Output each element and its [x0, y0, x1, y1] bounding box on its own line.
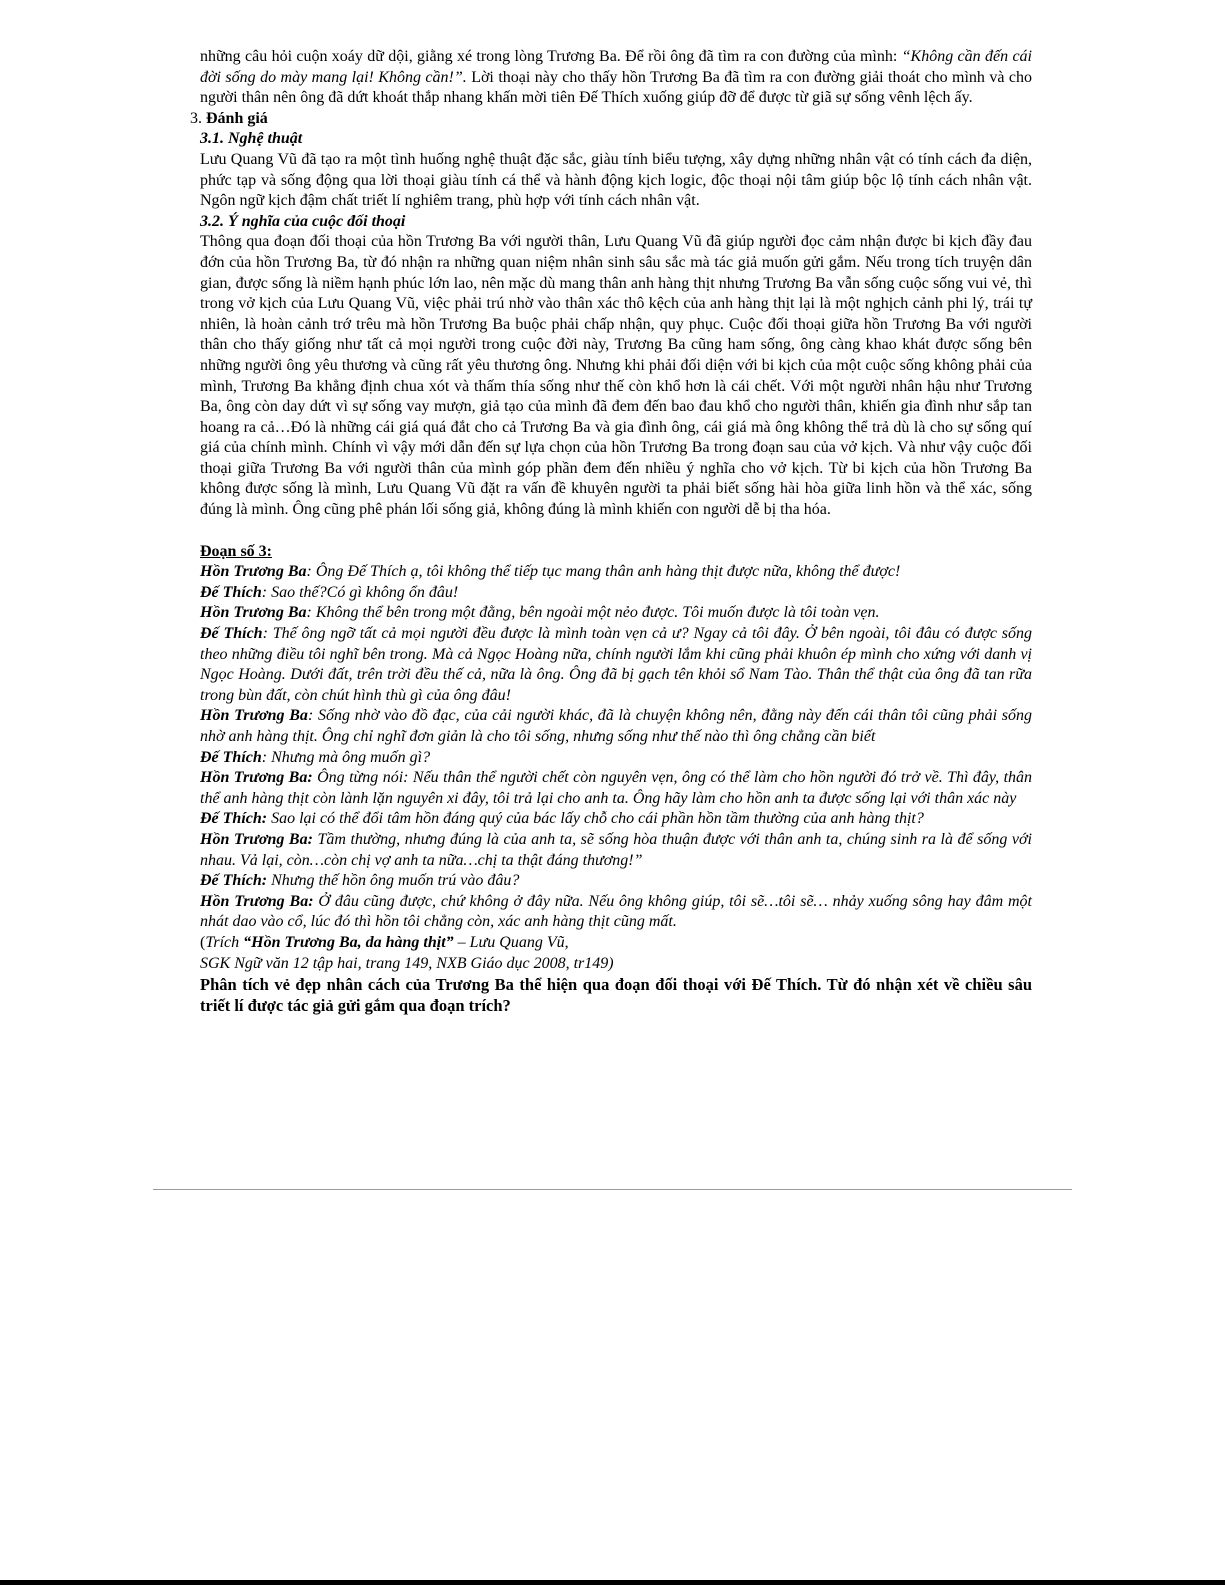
- intro-paragraph: [200, 47, 1032, 109]
- line-text: Không thể bên trong một đằng, bên ngoài một nẻo được. Tôi muốn được là tôi toàn vẹn.: [315, 604, 880, 622]
- meaning-paragraph: Thông qua đoạn đối thoại của hồn Trương Ba với người thân, Lưu Quang Vũ đã giúp người đọc cảm nhận được bi kịch đầy đau đớn của hồn Trương Ba, từ đó nhận ra những quan niệm nhân sinh sâu sắc mà tác giả muốn gửi gắm. Nếu trong tích truyện dân gian, được sống là niềm hạnh phúc lớn lao, nên mặc dù mang thân anh hàng thịt nhưng Trương Ba vẫn sống cuộc sống vui vẻ, thì trong vở kịch của Lưu Quang Vũ, việc phải trú nhờ vào thân xác thô kệch của anh hàng thịt lại là một nghịch cảnh phi lý, trái tự nhiên, là hoàn cảnh trớ trêu mà hồn Trương Ba buộc phải chấp nhận, quy phục. Cuộc đối thoại giữa hồn Trương Ba với người thân cho thấy giống như tất cả mọi người trong cuộc đời này, Trương Ba cũng ham sống, ông càng khao khát được sống bên những người ông yêu thương và cũng rất yêu thương ông. Nhưng khi phải đối diện với bi kịch của một cuộc sống không phải của mình, Trương Ba khẳng định chua xót và thấm thía sống như thế còn khổ hơn là cái chết. Với một người nhân hậu như Trương Ba, ông còn day dứt vì sự sống vay mượn, giả tạo của mình đã đem đến bao đau khổ cho người thân, khiến gia đình như sắp tan hoang ra cả…Đó là những cái giá quá đắt cho cả Trương Ba và gia đình ông, cái giá mà ông không thể trả dù là cho sự sống quí giá của chính mình. Chính vì vậy mới dẫn đến sự lựa chọn của hồn Trương Ba trong đoạn sau của vở kịch. Và như vậy cuộc đối thoại giữa Trương Ba với người thân của mình góp phần đem đến nhiều ý nghĩa cho vở kịch. Từ bi kịch của hồn Trương Ba không được sống là mình, Lưu Quang Vũ đặt ra vấn đề khuyên người ta phải biết sống hài hòa giữa linh hồn và thể xác, sống đúng là mình. Ông cũng phê phán lối sống giả, không đúng là mình khiến con người dễ bị tha hóa.: [200, 233, 1032, 519]
- speaker: Đế Thích:: [200, 810, 268, 828]
- evaluation-heading-text: Đánh giá: [206, 109, 268, 127]
- citation-title: “Hồn Trương Ba, da hàng thịt”: [243, 933, 454, 951]
- speaker: Đế Thích: [200, 583, 262, 601]
- evaluation-heading: [190, 109, 1032, 130]
- speaker: Đế Thích:: [200, 872, 268, 890]
- speaker: Hồn Trương Ba:: [200, 769, 313, 787]
- line-text: Ông Đế Thích ạ, tôi không thể tiếp tục mang thân anh hàng thịt được nữa, không thể được!: [315, 563, 901, 581]
- intro-text: những câu hỏi cuộn xoáy dữ dội, giằng xé trong lòng Trương Ba. Để rồi ông đã tìm ra con đường của mình:: [200, 48, 902, 65]
- dialogue-line: [200, 892, 1032, 933]
- document-body: [190, 47, 1033, 1016]
- passage-heading: [200, 542, 1032, 563]
- separator: :: [306, 604, 316, 622]
- intro-quote: “Không cần đến cái đời sống do mày mang lại! Không cần!”.: [200, 48, 1032, 86]
- dialogue-list: [200, 562, 1032, 933]
- line-text: Tầm thường, nhưng đúng là của anh ta, sẽ sống hòa thuận được với thân anh ta, chúng sinh ra là để sống với nhau. Vả lại, còn…còn chị vợ anh ta nữa…chị ta thật đáng thương!”: [200, 830, 1032, 869]
- citation-author: – Lưu Quang Vũ,: [453, 933, 569, 951]
- dialogue-line: [200, 562, 1032, 583]
- speaker: Hồn Trương Ba:: [200, 892, 314, 910]
- speaker: Đế Thích: [200, 625, 263, 643]
- speaker: Hồn Trương Ba: [200, 563, 307, 581]
- passage-heading-text: Đoạn số 3:: [200, 542, 273, 560]
- evaluation-heading-number: 3.: [190, 109, 206, 127]
- separator: :: [307, 707, 318, 725]
- line-text: Sao lại có thể đổi tâm hồn đáng quý của bác lấy chỗ cho cái phần hồn tầm thường của anh hàng thịt?: [271, 810, 924, 828]
- line-text: Ở đâu cũng được, chứ không ở đây nữa. Nếu ông không giúp, tôi sẽ…tôi sẽ… nhảy xuống sông hay đâm một nhát dao vào cổ, lúc đó thì hồn tôi chẳng còn, xác anh hàng thịt cũng mất.: [200, 892, 1033, 931]
- speaker: Hồn Trương Ba:: [200, 830, 313, 848]
- dialogue-line: [200, 624, 1032, 706]
- page-bottom-edge: [0, 1580, 1225, 1585]
- separator: :: [261, 748, 272, 766]
- line-text: Sống nhờ vào đồ đạc, của cải người khác, đã là chuyện không nên, đằng này đến cái thân tôi cũng phải sống nhờ anh hàng thịt. Ông chỉ nghĩ đơn giản là cho tôi sống, nhưng sống như thế nào thì ông chẳng cần biết: [200, 707, 1032, 745]
- citation-source: SGK Ngữ văn 12 tập hai, trang 149, NXB Giáo dục 2008, tr149): [200, 954, 614, 972]
- citation-open: (: [200, 933, 206, 951]
- separator: :: [261, 583, 272, 601]
- dialogue-line: [200, 871, 1032, 892]
- dialogue-line: [200, 583, 1032, 604]
- dialogue-line: [200, 603, 1032, 624]
- dialogue-line: [200, 830, 1032, 871]
- line-text: Thế ông ngỡ tất cả mọi người đều được là mình toàn vẹn cả ư? Ngay cả tôi đây. Ở bên ngoài, tôi đâu có được sống theo những điều tôi nghĩ bên trong. Mà cả Ngọc Hoàng nữa, chính người lắm khi cũng phải khuôn ép mình cho xứng với danh vị Ngọc Hoàng. Dưới đất, trên trời đều thế cả, nữa là ông. Ông đã bị gạch tên khỏi sổ Nam Tào. Thân thể thật của ông đã tan rữa trong bùn đất, còn chút hình thù gì của ông đâu!: [200, 625, 1033, 704]
- dialogue-line: [200, 706, 1032, 747]
- dialogue-line: [200, 809, 1032, 830]
- citation-prefix: Trích: [205, 933, 244, 951]
- dialogue-line: [200, 748, 1032, 769]
- line-text: Nhưng mà ông muốn gì?: [271, 748, 431, 766]
- art-paragraph: Lưu Quang Vũ đã tạo ra một tình huống nghệ thuật đặc sắc, giàu tính biểu tượng, xây dựng những nhân vật có tính cách đa diện, phức tạp và sống động qua lời thoại giàu tính cá thể và hành động kịch logic, độc thoại nội tâm giúp bộc lộ tính cách nhân vật. Ngôn ngữ kịch đậm chất triết lí nghiêm trang, phù hợp với tính cách nhân vật.: [200, 150, 1032, 210]
- speaker: Hồn Trương Ba: [200, 707, 308, 725]
- separator: :: [306, 563, 316, 581]
- separator: :: [262, 625, 273, 643]
- question: Phân tích vẻ đẹp nhân cách của Trương Ba thể hiện qua đoạn đối thoại với Đế Thích. Từ đó nhận xét về chiều sâu triết lí được tác giả gửi gắm qua đoạn trích?: [200, 975, 1032, 1016]
- citation: [200, 933, 1032, 954]
- line-text: Sao thế?Có gì không ổn đâu!: [271, 583, 459, 601]
- intro-rest: Lời thoại này cho thấy hồn Trương Ba đã tìm ra con đường giải thoát cho mình và cho người thân nên ông đã dứt khoát thắp nhang khấn mời tiên Đế Thích xuống giúp đỡ để được từ giã sự sống vênh lệch ấy.: [200, 68, 1033, 107]
- speaker: Đế Thích: [200, 748, 262, 766]
- line-text: Nhưng thế hồn ông muốn trú vào đâu?: [271, 872, 520, 890]
- art-heading: 3.1. Nghệ thuật: [200, 130, 303, 148]
- spacer: [200, 521, 1032, 542]
- page-divider: [153, 1189, 1072, 1190]
- line-text: Ông từng nói: Nếu thân thể người chết còn nguyên vẹn, ông có thể làm cho hồn người đó trở về. Thì đây, thân thể anh hàng thịt còn lành lặn nguyên xi đây, tôi trả lại cho anh ta. Ông hãy làm cho hồn anh ta được sống lại với thân xác này: [200, 769, 1033, 807]
- meaning-heading: 3.2. Ý nghĩa của cuộc đối thoại: [200, 212, 406, 230]
- speaker: Hồn Trương Ba: [200, 604, 307, 622]
- dialogue-line: [200, 768, 1032, 809]
